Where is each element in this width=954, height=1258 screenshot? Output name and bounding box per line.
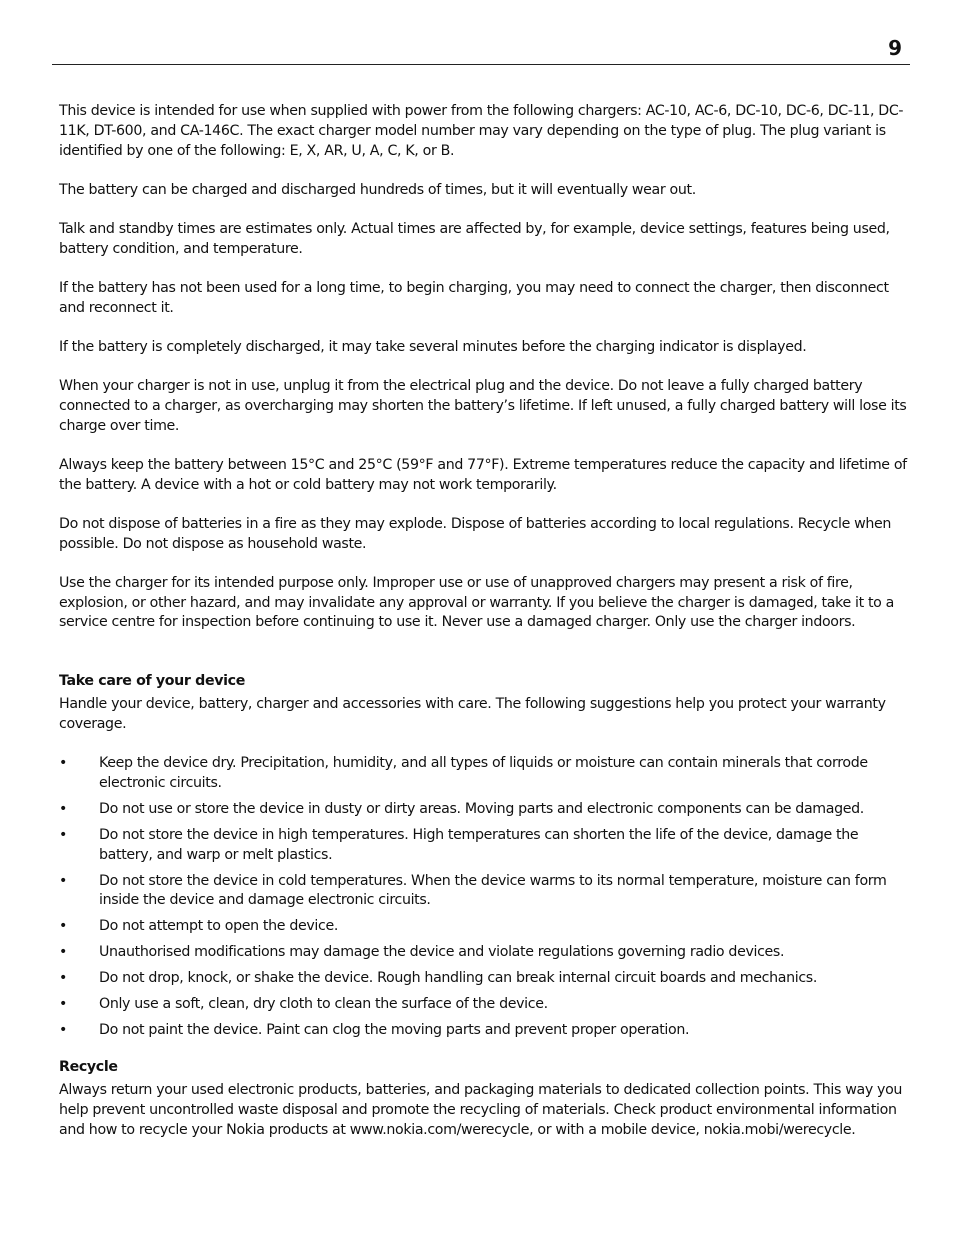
list-item-text: Unauthorised modifications may damage the device and violate regulations governing radio devices. [99,944,785,961]
bullet-icon: • [59,970,68,987]
battery-paragraph-wear-out: The battery can be charged and discharged hundreds of times, but it will eventually wear out. [59,181,696,198]
battery-paragraph-talk-standby: Talk and standby times are estimates only. Actual times are affected by, for example, device settings, features being used, battery condition, and temperature. [59,220,890,257]
care-section-intro: Handle your device, battery, charger and accessories with care. The following suggestions help you protect your warranty coverage. [59,696,886,733]
recycle-section-body: Always return your used electronic products, batteries, and packaging materials to dedicated collection points. This way you help prevent uncontrolled waste disposal and promote the recycling of materials. Check product environmental information and how to recycle your Nokia products at www.nokia.com/werecycle, or with a mobile device, nokia.mobi/werecycle. [59,1082,903,1138]
battery-paragraph-charger-models: This device is intended for use when supplied with power from the following chargers: AC-10, AC-6, DC-10, DC-6, DC-11, DC-11K, DT-600, and CA-146C. The exact charger model number may vary depending on the type of plug. The plug variant is identified by one of the following: E, X, AR, U, A, C, K, or B. [59,103,904,159]
list-item-text: Do not attempt to open the device. [99,918,338,935]
list-item-text: Do not store the device in cold temperatures. When the device warms to its normal temperature, moisture can form inside the device and damage electronic circuits. [99,872,887,909]
list-item [59,800,907,820]
battery-paragraph-unplug: When your charger is not in use, unplug it from the electrical plug and the device. Do not leave a fully charged battery connected to a charger, as overcharging may shorten the battery’s lifetime. If left unused, a fully charged battery will lose its charge over time. [59,378,907,434]
list-item [59,826,907,866]
battery-paragraph-disposal: Do not dispose of batteries in a fire as they may explode. Dispose of batteries according to local regulations. Recycle when possible. Do not dispose as household waste. [59,515,892,552]
battery-paragraph-temperature: Always keep the battery between 15°C and 25°C (59°F and 77°F). Extreme temperatures reduce the capacity and lifetime of the battery. A device with a hot or cold battery may not work temporarily. [59,456,907,493]
list-item [59,995,907,1015]
list-item [59,969,907,989]
list-item-text: Do not drop, knock, or shake the device. Rough handling can break internal circuit boards and mechanics. [99,970,817,987]
list-item-text: Do not store the device in high temperatures. High temperatures can shorten the life of the device, damage the battery, and warp or melt plastics. [99,826,859,863]
battery-paragraph-charger-use: Use the charger for its intended purpose only. Improper use or use of unapproved chargers may present a risk of fire, explosion, or other hazard, and may invalidate any approval or warranty. If you believe the charger is damaged, take it to a service centre for inspection before continuing to use it. Never use a damaged charger. Only use the charger indoors. [59,574,895,631]
list-item-text: Do not paint the device. Paint can clog the moving parts and prevent proper operation. [99,1022,690,1039]
list-item [59,1021,907,1041]
bullet-icon: • [59,918,68,935]
section-spacer [59,653,907,673]
bullet-icon: • [59,755,68,772]
page-header [52,28,910,65]
list-item-text: Do not use or store the device in dusty or dirty areas. Moving parts and electronic components can be damaged. [99,800,864,817]
list-item [59,943,907,963]
bullet-icon: • [59,826,68,843]
list-item-text: Only use a soft, clean, dry cloth to clean the surface of the device. [99,996,548,1013]
list-item [59,754,907,794]
page-number: 9 [888,36,902,60]
list-item-text: Keep the device dry. Precipitation, humidity, and all types of liquids or moisture can contain minerals that corrode electronic circuits. [99,755,868,791]
bullet-icon: • [59,996,68,1013]
list-item [59,872,907,912]
battery-paragraph-discharged: If the battery is completely discharged, it may take several minutes before the charging indicator is displayed. [59,338,807,355]
bullet-icon: • [59,1022,68,1039]
battery-paragraph-long-unused: If the battery has not been used for a long time, to begin charging, you may need to connect the charger, then disconnect and reconnect it. [59,279,889,316]
bullet-icon: • [59,800,68,817]
page-content [59,102,907,1160]
care-section-title: Take care of your device [59,673,245,690]
list-item [59,917,907,937]
bullet-icon: • [59,944,68,961]
bullet-icon: • [59,872,68,889]
recycle-section-title: Recycle [59,1059,118,1076]
care-bullet-list [59,754,907,1041]
